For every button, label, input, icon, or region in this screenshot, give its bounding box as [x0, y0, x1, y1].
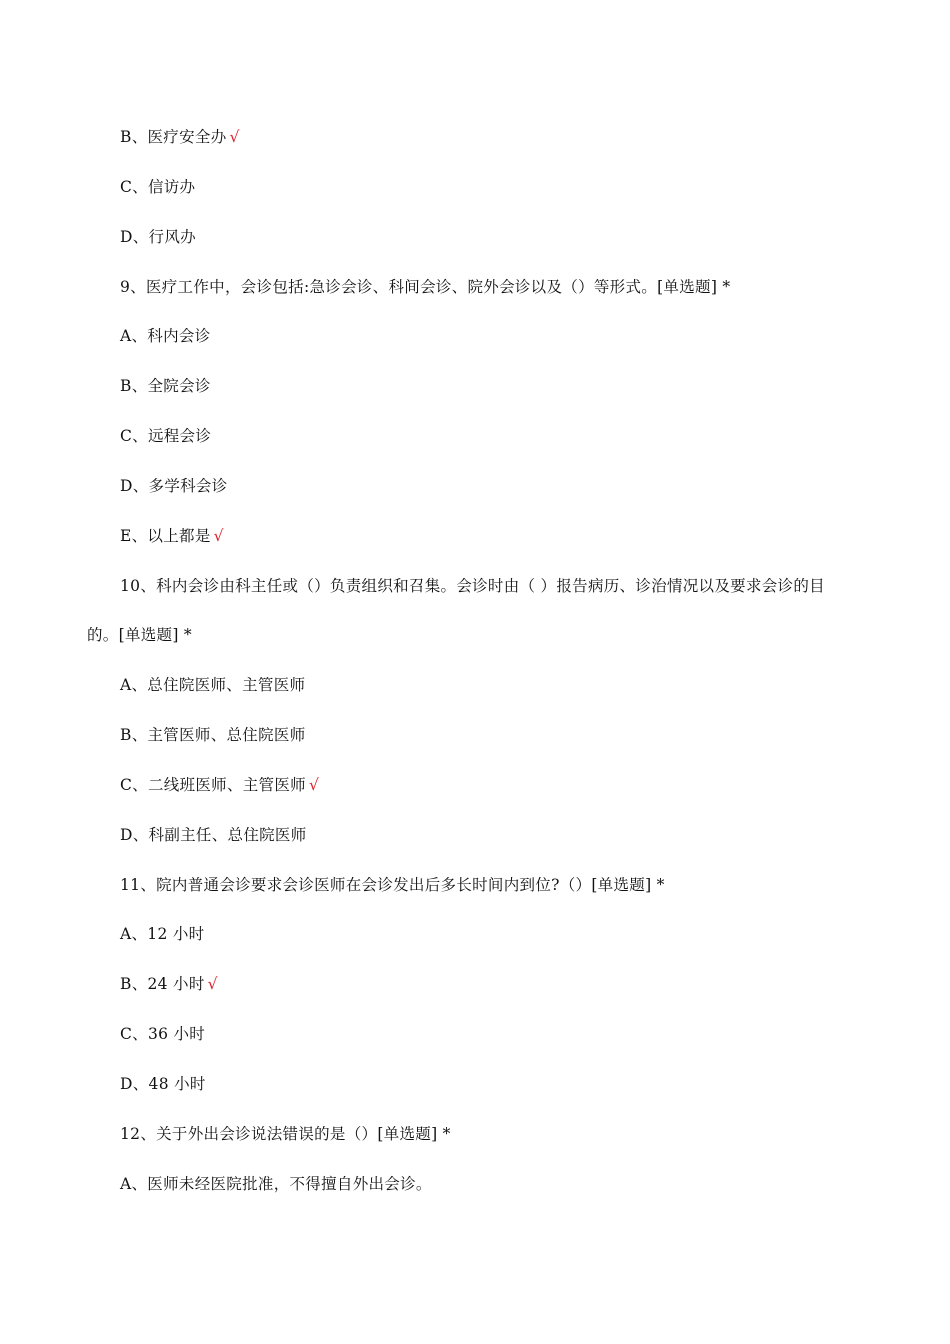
option-text: C、二线班医师、主管医师	[120, 776, 306, 794]
option-text: C、信访办	[120, 178, 196, 196]
answer-option	[120, 825, 307, 845]
option-text: A、科内会诊	[120, 327, 211, 345]
option-text: D、科副主任、总住院医师	[120, 826, 307, 844]
answer-option	[120, 127, 240, 147]
answer-option	[120, 177, 195, 197]
correct-check-icon: √	[229, 128, 240, 146]
question-text: 10、科内会诊由科主任或（）负责组织和召集。会诊时由（ ）报告病历、诊治情况以及要求会诊的目	[120, 577, 825, 595]
option-text: A、12 小时	[120, 925, 205, 943]
option-text: B、医疗安全办	[120, 128, 227, 146]
option-text: A、医师未经医院批准，不得擅自外出会诊。	[120, 1175, 432, 1193]
question-text: 11、院内普通会诊要求会诊医师在会诊发出后多长时间内到位?（）[单选题] *	[120, 876, 665, 894]
answer-option	[120, 1174, 432, 1194]
question-text: 12、关于外出会诊说法错误的是（）[单选题] *	[120, 1125, 451, 1143]
answer-option	[120, 526, 224, 546]
option-text: B、全院会诊	[120, 377, 211, 395]
option-text: D、行风办	[120, 228, 196, 246]
answer-option	[120, 227, 196, 247]
answer-option	[120, 1074, 206, 1094]
option-text: A、总住院医师、主管医师	[120, 676, 306, 694]
option-text: C、远程会诊	[120, 427, 212, 445]
answer-option	[120, 1024, 205, 1044]
answer-option	[120, 326, 211, 346]
option-text: D、48 小时	[120, 1075, 206, 1093]
answer-option	[120, 426, 211, 446]
answer-option	[120, 725, 306, 745]
answer-option	[120, 376, 211, 396]
correct-check-icon: √	[213, 527, 224, 545]
answer-option	[120, 476, 228, 496]
option-text: E、以上都是	[120, 527, 211, 545]
answer-option	[120, 775, 319, 795]
option-text: C、36 小时	[120, 1025, 206, 1043]
option-text: D、多学科会诊	[120, 477, 228, 495]
correct-check-icon: √	[207, 975, 218, 993]
option-text: B、主管医师、总住院医师	[120, 726, 306, 744]
correct-check-icon: √	[308, 776, 320, 794]
question-text-continued: 的。[单选题] *	[87, 626, 192, 644]
answer-option	[120, 974, 218, 994]
option-text: B、24 小时	[120, 975, 205, 993]
question-text: 9、医疗工作中，会诊包括:急诊会诊、科间会诊、院外会诊以及（）等形式。[单选题] *	[120, 278, 731, 296]
answer-option	[120, 924, 204, 944]
answer-option	[120, 675, 305, 695]
